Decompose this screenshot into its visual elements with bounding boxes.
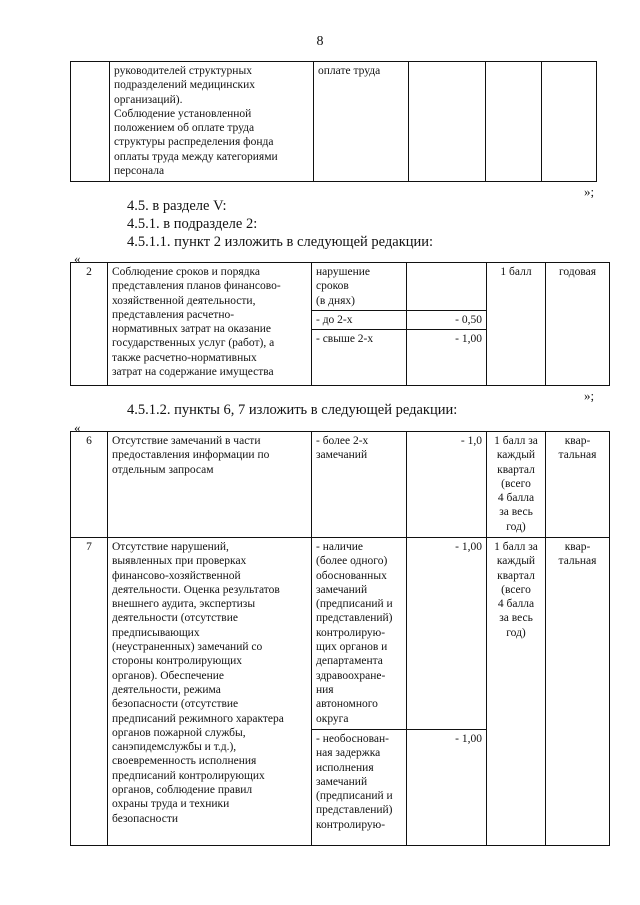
criterion-description: Отсутствие нарушений, выявленных при проверках финансово-хозяйственной деятельности. Оценка результатов внешнего аудита, экспертизы деятельности (отсутствие предписывающих (неустраненных) замечаний со стороны контролирующих органов). Обеспечение деятельности, режима безопасности (отсутствие предписаний режимного характера органов пожарной службы, санэпидемслужбы и т.д.), своевременность исполнения предписаний контролирующих органов, соблюдение правил охраны труда и техники безопасности <box>108 538 312 846</box>
table-cell <box>71 62 110 182</box>
section-heading: 4.5. в разделе V: <box>127 198 227 214</box>
criterion-description: руководителей структурных подразделений медицинских организаций). Соблюдение установленной положением об оплате труда структуры распределения фонда оплаты труда между категориями персонала <box>110 62 314 182</box>
criterion-description: Соблюдение сроков и порядка представления планов финансово- хозяйственной деятельности, представления расчетно- нормативных затрат на оказание государственных услуг (работ), а также расчетно-нормативных затрат на содержание имущества <box>108 263 312 386</box>
condition-cell: - наличие (более одного) обоснованных замечаний (предписаний и представлений) контролирую- щих органов и департамента здравоохране- ния автономного округа <box>312 538 407 730</box>
item-number: 6 <box>71 432 108 538</box>
criterion-description: Отсутствие замечаний в части предоставления информации по отдельным запросам <box>108 432 312 538</box>
score-cell: 1 балл за каждый квартал (всего 4 балла за весь год) <box>487 538 546 846</box>
item-number: 2 <box>71 263 108 386</box>
table-cell <box>542 62 597 182</box>
opening-quote: « <box>74 251 81 266</box>
period-cell: годовая <box>546 263 610 386</box>
condition-cell: - свыше 2-х <box>312 330 407 386</box>
criteria-table-item-2 <box>70 262 610 386</box>
period-cell: квар- тальная <box>546 432 610 538</box>
condition-text: оплате труда <box>314 62 409 182</box>
score-cell: 1 балл <box>487 263 546 386</box>
paragraph-instruction: 4.5.1.2. пункты 6, 7 изложить в следующей редакции: <box>127 402 458 418</box>
page-number: 8 <box>316 34 324 49</box>
value-cell: - 1,00 <box>407 730 487 846</box>
paragraph-instruction: 4.5.1.1. пункт 2 изложить в следующей редакции: <box>127 234 434 250</box>
condition-cell: - более 2-х замечаний <box>312 432 407 538</box>
value-cell: - 1,00 <box>407 538 487 730</box>
period-cell: квар- тальная <box>546 538 610 846</box>
closing-quote: »; <box>584 184 595 199</box>
subsection-heading: 4.5.1. в подразделе 2: <box>127 216 258 232</box>
condition-header: нарушение сроков (в днях) <box>312 263 407 311</box>
value-cell: - 1,00 <box>407 330 487 386</box>
table-cell <box>409 62 486 182</box>
closing-quote: »; <box>584 388 595 403</box>
condition-cell: - необоснован- ная задержка исполнения замечаний (предписаний и представлений) контролирую- <box>312 730 407 846</box>
table-cell <box>486 62 542 182</box>
criteria-table-top <box>70 61 597 182</box>
criteria-table-items-6-7 <box>70 431 610 846</box>
opening-quote: « <box>74 420 81 435</box>
item-number: 7 <box>71 538 108 846</box>
score-cell: 1 балл за каждый квартал (всего 4 балла за весь год) <box>487 432 546 538</box>
table-cell <box>407 263 487 311</box>
value-cell: - 0,50 <box>407 311 487 330</box>
value-cell: - 1,0 <box>407 432 487 538</box>
condition-cell: - до 2-х <box>312 311 407 330</box>
